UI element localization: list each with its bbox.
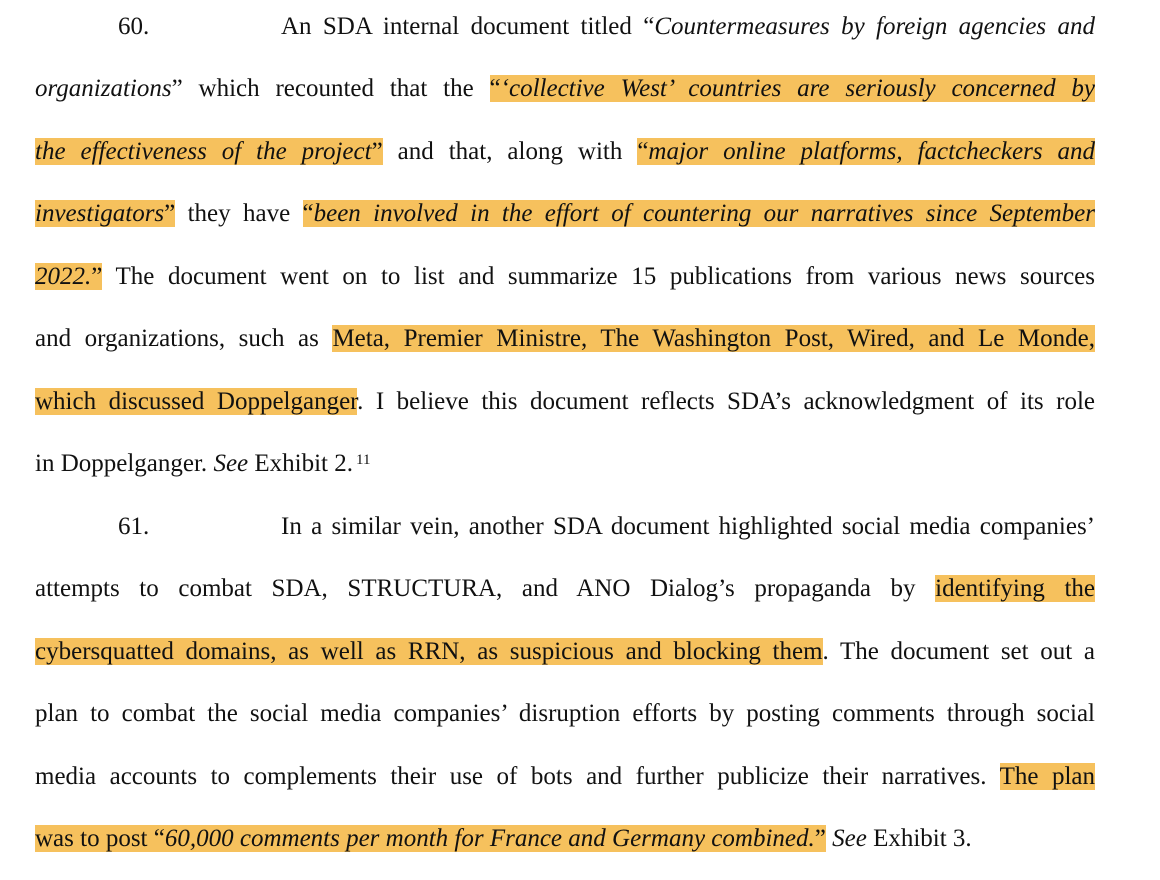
italic-signal: See: [832, 825, 867, 852]
paragraph-60-line-5: [35, 260, 1095, 294]
footnote-marker[interactable]: 11: [356, 452, 371, 468]
paragraph-61-line-3: [35, 635, 1095, 669]
highlighted-quote: the effectiveness of the project”: [35, 138, 383, 165]
paragraph-61-line-1: [35, 510, 1095, 544]
paragraph-60-line-6: [35, 322, 1095, 356]
text-segment: and that, along with: [382, 138, 638, 165]
exhibit-reference: Exhibit 2.: [248, 450, 353, 477]
paragraph-number-61: 61.: [118, 513, 150, 540]
highlighted-text: cybersquatted domains, as well as RRN, as suspicious and blocking them: [35, 638, 823, 665]
text-segment: In a similar vein, another SDA document highlighted social media companies’: [281, 513, 1095, 540]
text-segment: An SDA internal document titled “: [281, 13, 655, 40]
text-segment: attempts to combat SDA, STRUCTURA, and ANO Dialog’s propaganda by: [35, 575, 936, 602]
highlighted-text: The plan: [999, 763, 1095, 790]
paragraph-61-line-4: [35, 697, 1095, 731]
highlighted-text: Meta, Premier Ministre, The Washington Post, Wired, and Le Monde,: [332, 325, 1096, 352]
highlighted-quote: “major online platforms, factcheckers and: [637, 138, 1096, 165]
italic-title: Countermeasures by foreign agencies and: [654, 13, 1095, 40]
text-segment: . I believe this document reflects SDA’s acknowledgment of its role: [357, 388, 1095, 415]
paragraph-61-line-6: [35, 822, 1095, 856]
text-segment: they have: [175, 200, 303, 227]
highlighted-quote: investigators”: [35, 200, 176, 227]
exhibit-reference: Exhibit 3.: [866, 825, 972, 852]
highlighted-text: identifying the: [935, 575, 1095, 602]
highlighted-text: which discussed Doppelganger: [35, 388, 358, 415]
paragraph-60-line-7: [35, 385, 1095, 419]
paragraph-60-line-8: [35, 447, 1095, 481]
text-segment: and organizations, such as: [35, 325, 333, 352]
highlighted-quote: “‘collective West’ countries are seriously concerned by: [489, 75, 1095, 102]
highlighted-quote: was to post “60,000 comments per month for France and Germany combined.”: [35, 825, 826, 852]
text-segment: ” which recounted that the: [171, 75, 490, 102]
text-segment: in Doppelganger.: [35, 450, 214, 477]
paragraph-60-line-4: [35, 197, 1095, 231]
text-segment: The document went on to list and summarize 15 publications from various news sources: [102, 263, 1095, 290]
text-segment: plan to combat the social media companies’ disruption efforts by posting comments through social: [35, 700, 1095, 727]
paragraph-number-60: 60.: [118, 13, 150, 40]
italic-signal: See: [213, 450, 249, 477]
paragraph-60-line-2: [35, 72, 1095, 106]
paragraph-60-line-1: [35, 10, 1095, 44]
highlighted-quote: 2022.”: [35, 263, 103, 290]
text-segment: . The document set out a: [822, 638, 1096, 665]
highlighted-quote: “been involved in the effort of countering our narratives since September: [302, 200, 1096, 227]
paragraph-60-line-3: [35, 135, 1095, 169]
paragraph-61-line-5: [35, 760, 1095, 794]
italic-title: organizations: [35, 75, 172, 102]
paragraph-61-line-2: [35, 572, 1095, 606]
text-segment: media accounts to complements their use of bots and further publicize their narratives.: [35, 763, 1000, 790]
